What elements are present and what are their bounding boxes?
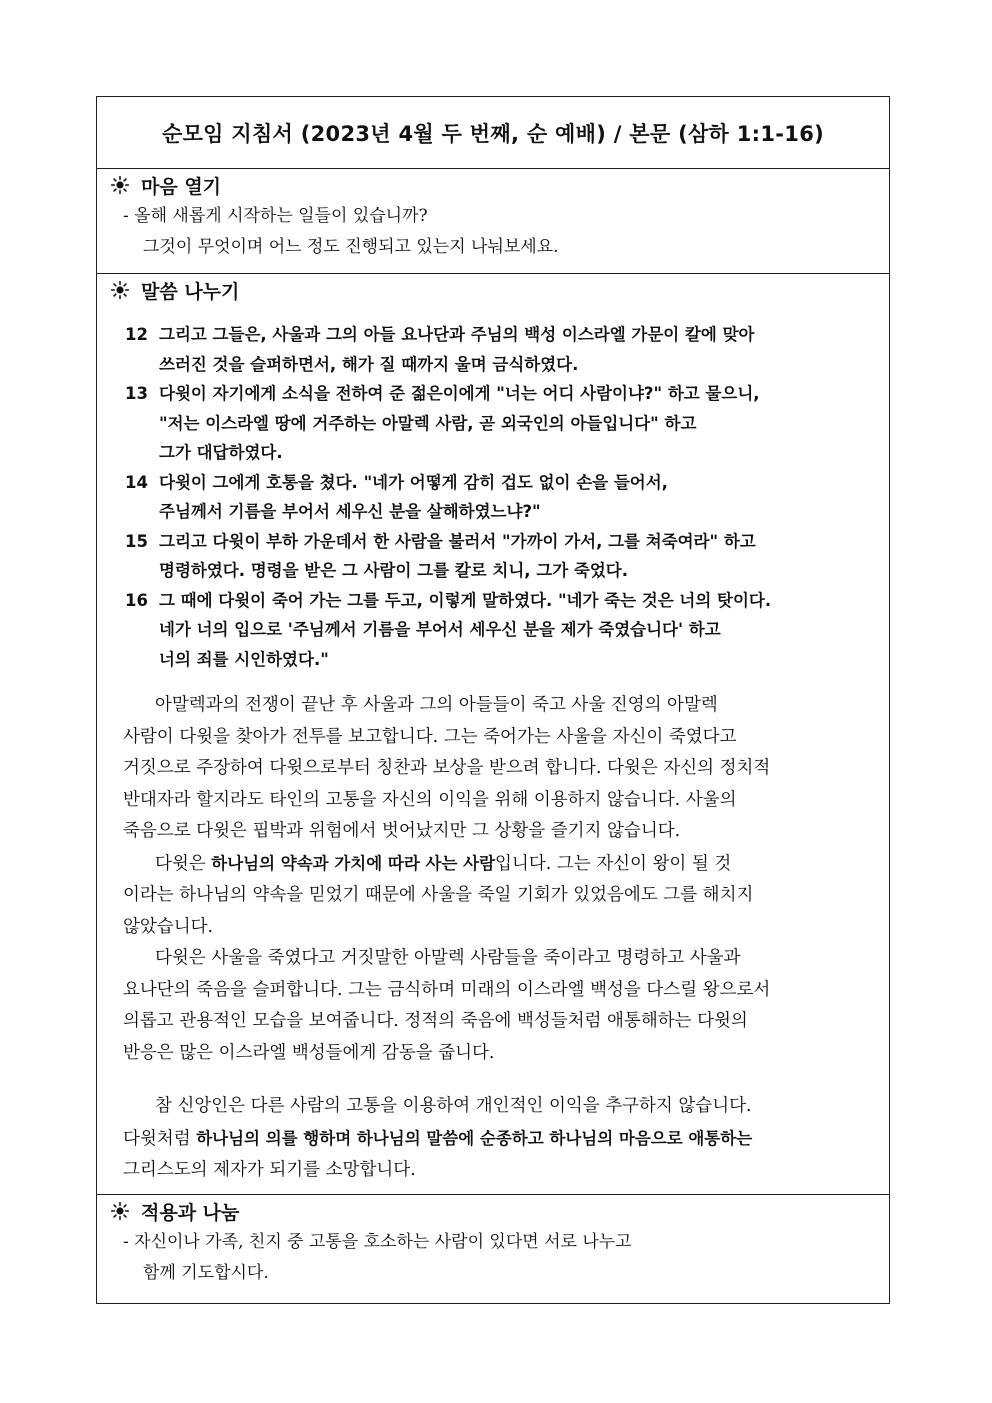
sun-icon: [111, 1202, 129, 1220]
text-run: 다윗처럼: [123, 1128, 197, 1149]
verse-number: 15: [125, 531, 148, 551]
verse-line: 네가 너의 입으로 '주님께서 기름을 부어서 세우신 분을 제가 죽였습니다' 하고: [159, 620, 721, 639]
paragraph-line: 죽음으로 다윗은 핍박과 위험에서 벗어났지만 그 상황을 즐기지 않습니다.: [123, 821, 681, 841]
verse-line: 그리고 다윗이 부하 가운데서 한 사람을 불러서 "가까이 가서, 그를 쳐죽여라" 하고: [159, 531, 756, 551]
emphasis-text: 하나님의 의를 행하며 하나님의 말씀에 순종하고 하나님의 마음으로 애통하는: [196, 1128, 753, 1148]
section-apply-share: [97, 1195, 889, 1303]
paragraph-line: 이라는 하나님의 약속을 믿었기 때문에 사울을 죽일 기회가 있었음에도 그를 해치지: [123, 885, 754, 905]
verse-14: [125, 468, 879, 527]
verse-line: 그리고 그들은, 사울과 그의 아들 요나단과 주님의 백성 이스라엘 가문이 칼에 맞아: [159, 325, 755, 344]
verse-13: [125, 379, 879, 468]
text-run: 다윗은: [155, 853, 212, 874]
paragraph-line: 그리스도의 제자가 되기를 소망합니다.: [123, 1160, 416, 1180]
commentary-paragraph-2: [97, 848, 889, 944]
verse-line: "저는 이스라엘 땅에 거주하는 아말렉 사람, 곧 외국인의 아들입니다" 하고: [159, 413, 697, 433]
paragraph-line: [123, 1123, 871, 1156]
paragraph-line: 아말렉과의 전쟁이 끝난 후 사울과 그의 아들들이 죽고 사울 진영의 아말렉: [155, 695, 718, 715]
sun-icon: [111, 176, 129, 194]
verse-12: [125, 320, 879, 379]
verse-line: 그 때에 다윗이 죽어 가는 그를 두고, 이렇게 말하였다. "네가 죽는 것은 너의 탓이다.: [159, 590, 772, 610]
scripture-passage: [97, 320, 889, 674]
guide-document: [96, 96, 890, 1304]
emphasis-text: 하나님의 약속과 가치에 따라 사는 사람: [211, 853, 496, 873]
verse-16: [125, 586, 879, 675]
verse-15: [125, 527, 879, 586]
verse-line: 쓰러진 것을 슬퍼하면서, 해가 질 때까지 울며 금식하였다.: [159, 354, 579, 374]
question-line: - 자신이나 가족, 친지 중 고통을 호소하는 사람이 있다면 서로 나누고: [123, 1232, 632, 1252]
paragraph-line: 거짓으로 주장하여 다윗으로부터 칭찬과 보상을 받으려 합니다. 다윗은 자신의 정치적: [123, 758, 771, 778]
text-run: 입니다. 그는 자신이 왕이 될 것: [495, 853, 732, 874]
verse-number: 12: [125, 325, 148, 344]
section-header: [97, 169, 889, 201]
question-line: 그것이 무엇이며 어느 정도 진행되고 있는지 나눠보세요.: [143, 237, 559, 257]
paragraph-line: 참 신앙인은 다른 사람의 고통을 이용하여 개인적인 이익을 추구하지 않습니다.: [155, 1096, 752, 1116]
open-questions: [97, 201, 889, 263]
commentary-paragraph-3: [97, 943, 889, 1069]
verse-number: 13: [125, 384, 148, 403]
verse-number: 14: [125, 472, 148, 492]
title-row: [97, 97, 889, 169]
verse-line: 너의 죄를 시인하였다.": [159, 649, 329, 669]
paragraph-line: 다윗은 사울을 죽였다고 거짓말한 아말렉 사람들을 죽이라고 명령하고 사울과: [155, 948, 741, 968]
commentary-paragraph-4: [97, 1091, 889, 1187]
section-title: 말씀 나누기: [141, 280, 240, 303]
commentary-paragraph-1: [97, 690, 889, 848]
section-header: [97, 1195, 889, 1227]
section-title: 적용과 나눔: [141, 1201, 240, 1224]
section-open-heart: [97, 169, 889, 274]
verse-line: 주님께서 기름을 부어서 세우신 분을 살해하였느냐?": [159, 502, 541, 521]
question-line: - 올해 새롭게 시작하는 일들이 있습니까?: [123, 206, 428, 226]
paragraph-line: 않았습니다.: [123, 916, 214, 937]
paragraph-line: 사람이 다윗을 찾아가 전투를 보고합니다. 그는 죽어가는 사울을 자신이 죽였다고: [123, 726, 737, 747]
section-share-word: [97, 274, 889, 1195]
verse-line: 다윗이 자기에게 소식을 전하여 준 젊은이에게 "너는 어디 사람이냐?" 하고 물으니,: [159, 384, 760, 403]
page-title: 순모임 지침서 (2023년 4월 두 번째, 순 예배) / 본문 (삼하 1:1-16): [161, 121, 825, 146]
paragraph-line: 반응은 많은 이스라엘 백성들에게 감동을 줍니다.: [123, 1042, 495, 1063]
paragraph-line: [123, 848, 871, 881]
apply-questions: [97, 1227, 889, 1289]
verse-line: 그가 대답하였다.: [159, 443, 283, 462]
section-title: 마음 열기: [141, 175, 222, 198]
section-header: [97, 274, 889, 306]
paragraph-line: 요나단의 죽음을 슬퍼합니다. 그는 금식하며 미래의 이스라엘 백성을 다스릴 왕으로서: [123, 979, 771, 1000]
verse-number: 16: [125, 590, 148, 610]
paragraph-line: 반대자라 할지라도 타인의 고통을 자신의 이익을 위해 이용하지 않습니다. 사울의: [123, 789, 737, 810]
sun-icon: [111, 281, 129, 299]
verse-line: 다윗이 그에게 호통을 쳤다. "네가 어떻게 감히 겁도 없이 손을 들어서,: [159, 472, 668, 492]
verse-line: 명령하였다. 명령을 받은 그 사람이 그를 칼로 치니, 그가 죽었다.: [159, 561, 628, 580]
question-line: 함께 기도합시다.: [143, 1263, 269, 1283]
paragraph-line: 의롭고 관용적인 모습을 보여줍니다. 정적의 죽음에 백성들처럼 애통해하는 다윗의: [123, 1011, 748, 1031]
